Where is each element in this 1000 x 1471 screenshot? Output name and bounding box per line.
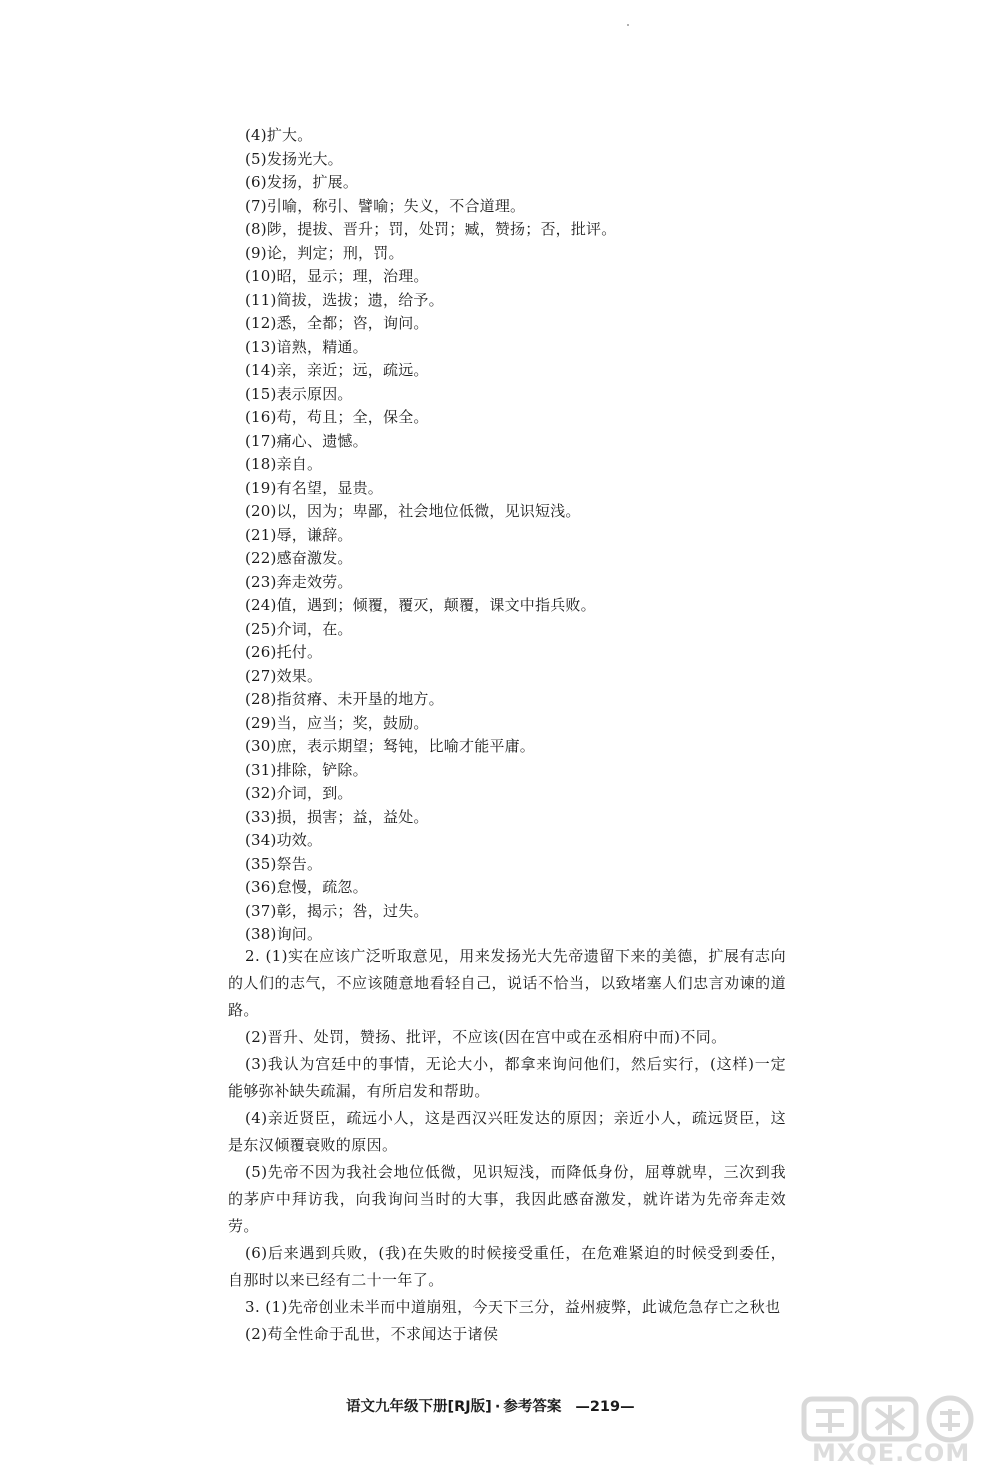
watermark-logo (796, 1395, 986, 1470)
answer-item: (11)简拔，选拔；遗，给予。 (245, 290, 444, 309)
answer-item: (19)有名望，显贵。 (245, 478, 383, 497)
answer-item: (33)损，损害；益，益处。 (245, 807, 429, 826)
answer-paragraph: (2)苟全性命于乱世，不求闻达于诸侯 (245, 1325, 499, 1343)
answer-item: (22)感奋激发。 (245, 549, 353, 567)
scan-speck (627, 24, 629, 26)
page-footer (346, 1395, 635, 1416)
answer-item: (17)痛心、遗憾。 (245, 431, 368, 450)
answer-item: (15)表示原因。 (245, 384, 353, 403)
translation-answers (228, 943, 786, 1348)
answer-paragraph: 2. (1)实在应该广泛听取意见，用来发扬光大先帝遗留下来的美德，扩展有志向的人们的志气，不应该随意地看轻自己，说话不恰当，以致堵塞人们忠言劝谏的道路。 (228, 947, 786, 1019)
answer-item: (21)辱，谦辞。 (245, 525, 353, 544)
answer-paragraph: (4)亲近贤臣，疏远小人，这是西汉兴旺发达的原因；亲近小人，疏远贤臣，这是东汉倾覆衰败的原因。 (228, 1109, 786, 1154)
footer-separator: · (494, 1399, 501, 1415)
answer-item: (38)询问。 (245, 925, 323, 943)
footer-section: 参考答案 (503, 1399, 562, 1415)
answer-paragraph: (3)我认为宫廷中的事情，无论大小，都拿来询问他们，然后实行，(这样)一定能够弥补缺失疏漏，有所启发和帮助。 (228, 1055, 786, 1100)
answer-item: (14)亲，亲近；远，疏远。 (245, 361, 429, 379)
page-number: —219— (575, 1399, 635, 1415)
watermark-mark (796, 1395, 986, 1443)
answer-paragraph: (5)先帝不因为我社会地位低微，见识短浅，而降低身份，屈尊就卑，三次到我的茅庐中拜访我，向我询问当时的大事，我因此感奋激发，就许诺为先帝奔走效劳。 (228, 1163, 786, 1235)
answer-item: (37)彰，揭示；咎，过失。 (245, 901, 429, 920)
answer-item: (35)祭告。 (245, 854, 323, 873)
answer-item: (34)功效。 (245, 831, 323, 849)
answer-item: (10)昭，显示；理，治理。 (245, 267, 429, 285)
answer-item: (16)苟，苟且；全，保全。 (245, 408, 429, 426)
answer-item: (20)以，因为；卑鄙，社会地位低微，见识短浅。 (245, 502, 581, 520)
answer-item: (12)悉，全都；咨，询问。 (245, 314, 429, 332)
answer-item: (4)扩大。 (245, 126, 313, 144)
answer-item: (32)介词，到。 (245, 784, 353, 802)
answer-item: (13)谙熟，精通。 (245, 337, 368, 356)
answer-paragraph: 3. (1)先帝创业未半而中道崩殂，今天下三分，益州疲弊，此诚危急存亡之秋也 (245, 1298, 781, 1316)
answer-item: (36)怠慢，疏忽。 (245, 878, 368, 896)
footer-book-title: 语文九年级下册[RJ版] (346, 1399, 492, 1415)
answer-item: (7)引喻，称引、譬喻；失义，不合道理。 (245, 196, 526, 215)
answer-item: (30)庶，表示期望；驽钝，比喻才能平庸。 (245, 737, 535, 755)
answer-item: (23)奔走效劳。 (245, 572, 353, 591)
answer-item: (31)排除，铲除。 (245, 760, 368, 779)
answer-item: (8)陟，提拔、晋升；罚，处罚；臧，赞扬；否，批评。 (245, 220, 617, 238)
answer-item: (9)论，判定；刑，罚。 (245, 243, 404, 262)
answer-item: (6)发扬，扩展。 (245, 173, 359, 191)
watermark-url: MXQE.COM (812, 1439, 971, 1467)
answer-item: (18)亲自。 (245, 455, 323, 473)
answer-item: (5)发扬光大。 (245, 149, 343, 168)
answer-item: (26)托付。 (245, 643, 323, 661)
answer-item: (28)指贫瘠、未开垦的地方。 (245, 690, 444, 708)
answer-paragraph: (2)晋升、处罚，赞扬、批评，不应该(因在宫中或在丞相府中而)不同。 (245, 1028, 727, 1046)
answer-item: (24)值，遇到；倾覆，覆灭，颠覆，课文中指兵败。 (245, 596, 596, 614)
answer-item: (29)当，应当；奖，鼓励。 (245, 713, 429, 732)
answer-item: (25)介词，在。 (245, 619, 353, 638)
answer-item: (27)效果。 (245, 666, 323, 685)
answer-paragraph: (6)后来遇到兵败，(我)在失败的时候接受重任，在危难紧迫的时候受到委任，自那时以来已经有二十一年了。 (228, 1244, 786, 1289)
vocabulary-answer-list (245, 124, 805, 947)
